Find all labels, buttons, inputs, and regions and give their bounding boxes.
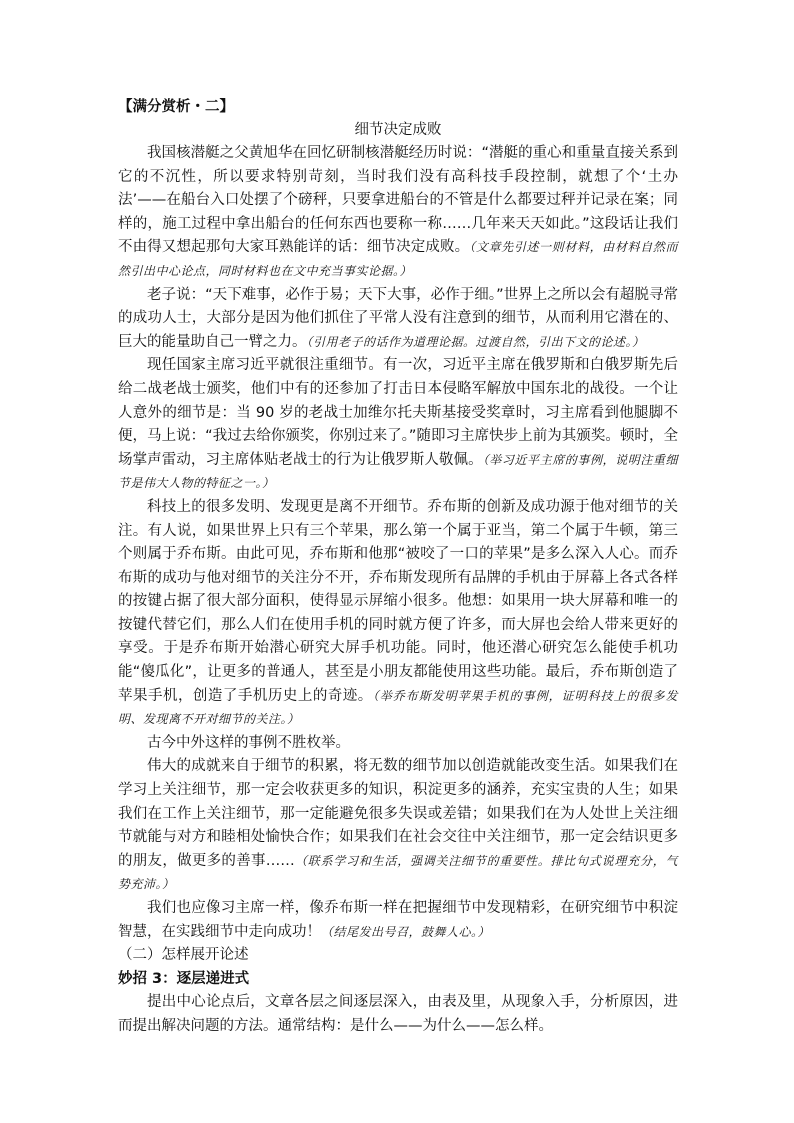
annotation-note: （举习近平主席的事例，说明注重细节是伟大人物的特征之一。）: [118, 452, 678, 491]
paragraph-6: [118, 755, 678, 897]
paragraph-text: 我国核潜艇之父黄旭华在回忆研制核潜艇经历时说：“潜艇的重心和重量直接关系到它的不沉性，所以要求特别苛刻，当时我们没有高科技手段控制，就想了个‘土办法’——在船台入口处摆了个磅秤，只要拿进船台的不管是什么都要过秤并记录在案；同样的，施工过程中拿出船台的任何东西也要称一称……几年来天天如此。”这段话让我们不由得又想起那句大家耳熟能详的话：细节决定成败。: [118, 145, 678, 256]
article-title: 细节决定成败: [354, 122, 442, 138]
paragraph-4: [118, 496, 678, 732]
paragraph-1: [118, 142, 678, 284]
paragraph-2: [118, 284, 678, 355]
paragraph-3: [118, 354, 678, 496]
subsection-heading: （二）怎样展开论述: [118, 947, 249, 964]
annotation-note: （结尾发出号召，鼓舞人心。）: [321, 924, 491, 939]
section-heading: 【满分赏析・二】: [118, 99, 234, 115]
paragraph-text: 科技上的很多发明、发现更是离不开细节。乔布斯的创新及成功源于他对细节的关注。有人说，如果世界上只有三个苹果，那么第一个属于亚当，第二个属于牛顿，第三个则属于乔布斯。由此可见，乔布斯和他那“被咬了一口的苹果”是多么深入人心。而乔布斯的成功与他对细节的关注分不开，乔布斯发现所有品牌的手机由于屏幕上各式各样的按键占据了很大部分面积，使得显示屏缩小很多。他想：如果用一块大屏幕和唯一的按键代替它们，那么人们在使用手机的同时就方便了许多，而大屏也会给人带来更好的享受。于是乔布斯开始潜心研究大屏手机功能。同时，他还潜心研究怎么能使手机功能“傻瓜化”，让更多的普通人，甚至是小朋友都能使用这些功能。最后，乔布斯创造了苹果手机，创造了手机历史上的奇迹。: [118, 498, 678, 704]
paragraph-text: 古今中外这样的事例不胜枚举。: [147, 734, 350, 751]
paragraph-text: 老子说：“天下难事，必作于易；天下大事，必作于细。”世界上之所以会有超脱寻常的成功人士，大部分是因为他们抓住了平常人没有注意到的细节，从而利用它潜在的、巨大的能量助自己一臂之力。: [118, 286, 678, 350]
paragraph-text: 伟大的成就来自于细节的积累，将无数的细节加以创造就能改变生活。如果我们在学习上关注细节，那一定会收获更多的知识，积淀更多的涵养，充实宝贵的人生；如果我们在工作上关注细节，那一定能避免很多失误或差错；如果我们在为人处世上关注细节就能与对方和睦相处愉快合作；如果我们在社会交往中关注细节，那一定会结识更多的朋友，做更多的善事……: [118, 758, 678, 869]
method-description: 提出中心论点后，文章各层之间逐层深入，由表及里，从现象入手，分析原因，进而提出解决问题的方法。通常结构：是什么——为什么——怎么样。: [118, 994, 678, 1034]
paragraph-7: [118, 897, 678, 944]
annotation-note: （联系学习和生活，强调关注细节的重要性。排比句式说理充分，气势充沛。）: [118, 853, 678, 892]
paragraph-text: 现任国家主席习近平就很注重细节。有一次，习近平主席在俄罗斯和白俄罗斯先后给二战老战士颁奖，他们中有的还参加了打击日本侵略军解放中国东北的战役。一个让人意外的细节是：当 90 岁的老战士加维尔托夫斯基接受奖章时，习主席看到他腿脚不便，马上说：“我过去给你颁奖，你别过来了。”随即习主席快步上前为其颁奖。顿时，全场掌声雷动，习主席体贴老战士的行为让俄罗斯人敬佩。: [118, 357, 678, 468]
document-page: [118, 96, 678, 1039]
annotation-note: （文章先引述一则材料，由材料自然而然引出中心论点，同时材料也在文中充当事实论据。）: [118, 240, 678, 278]
annotation-note: （引用老子的话作为道理论据。过渡自然，引出下文的论述。）: [306, 334, 645, 349]
paragraph-5: [118, 732, 678, 756]
annotation-note: （举乔布斯发明苹果手机的事例，证明科技上的很多发明、发现离不开对细节的关注。）: [118, 688, 678, 727]
method-title: 妙招 3：逐层递进式: [118, 970, 250, 987]
paragraph-text: 我们也应像习主席一样，像乔布斯一样在把握细节中发现精彩，在研究细节中积淀智慧，在实践细节中走向成功！: [118, 900, 678, 940]
